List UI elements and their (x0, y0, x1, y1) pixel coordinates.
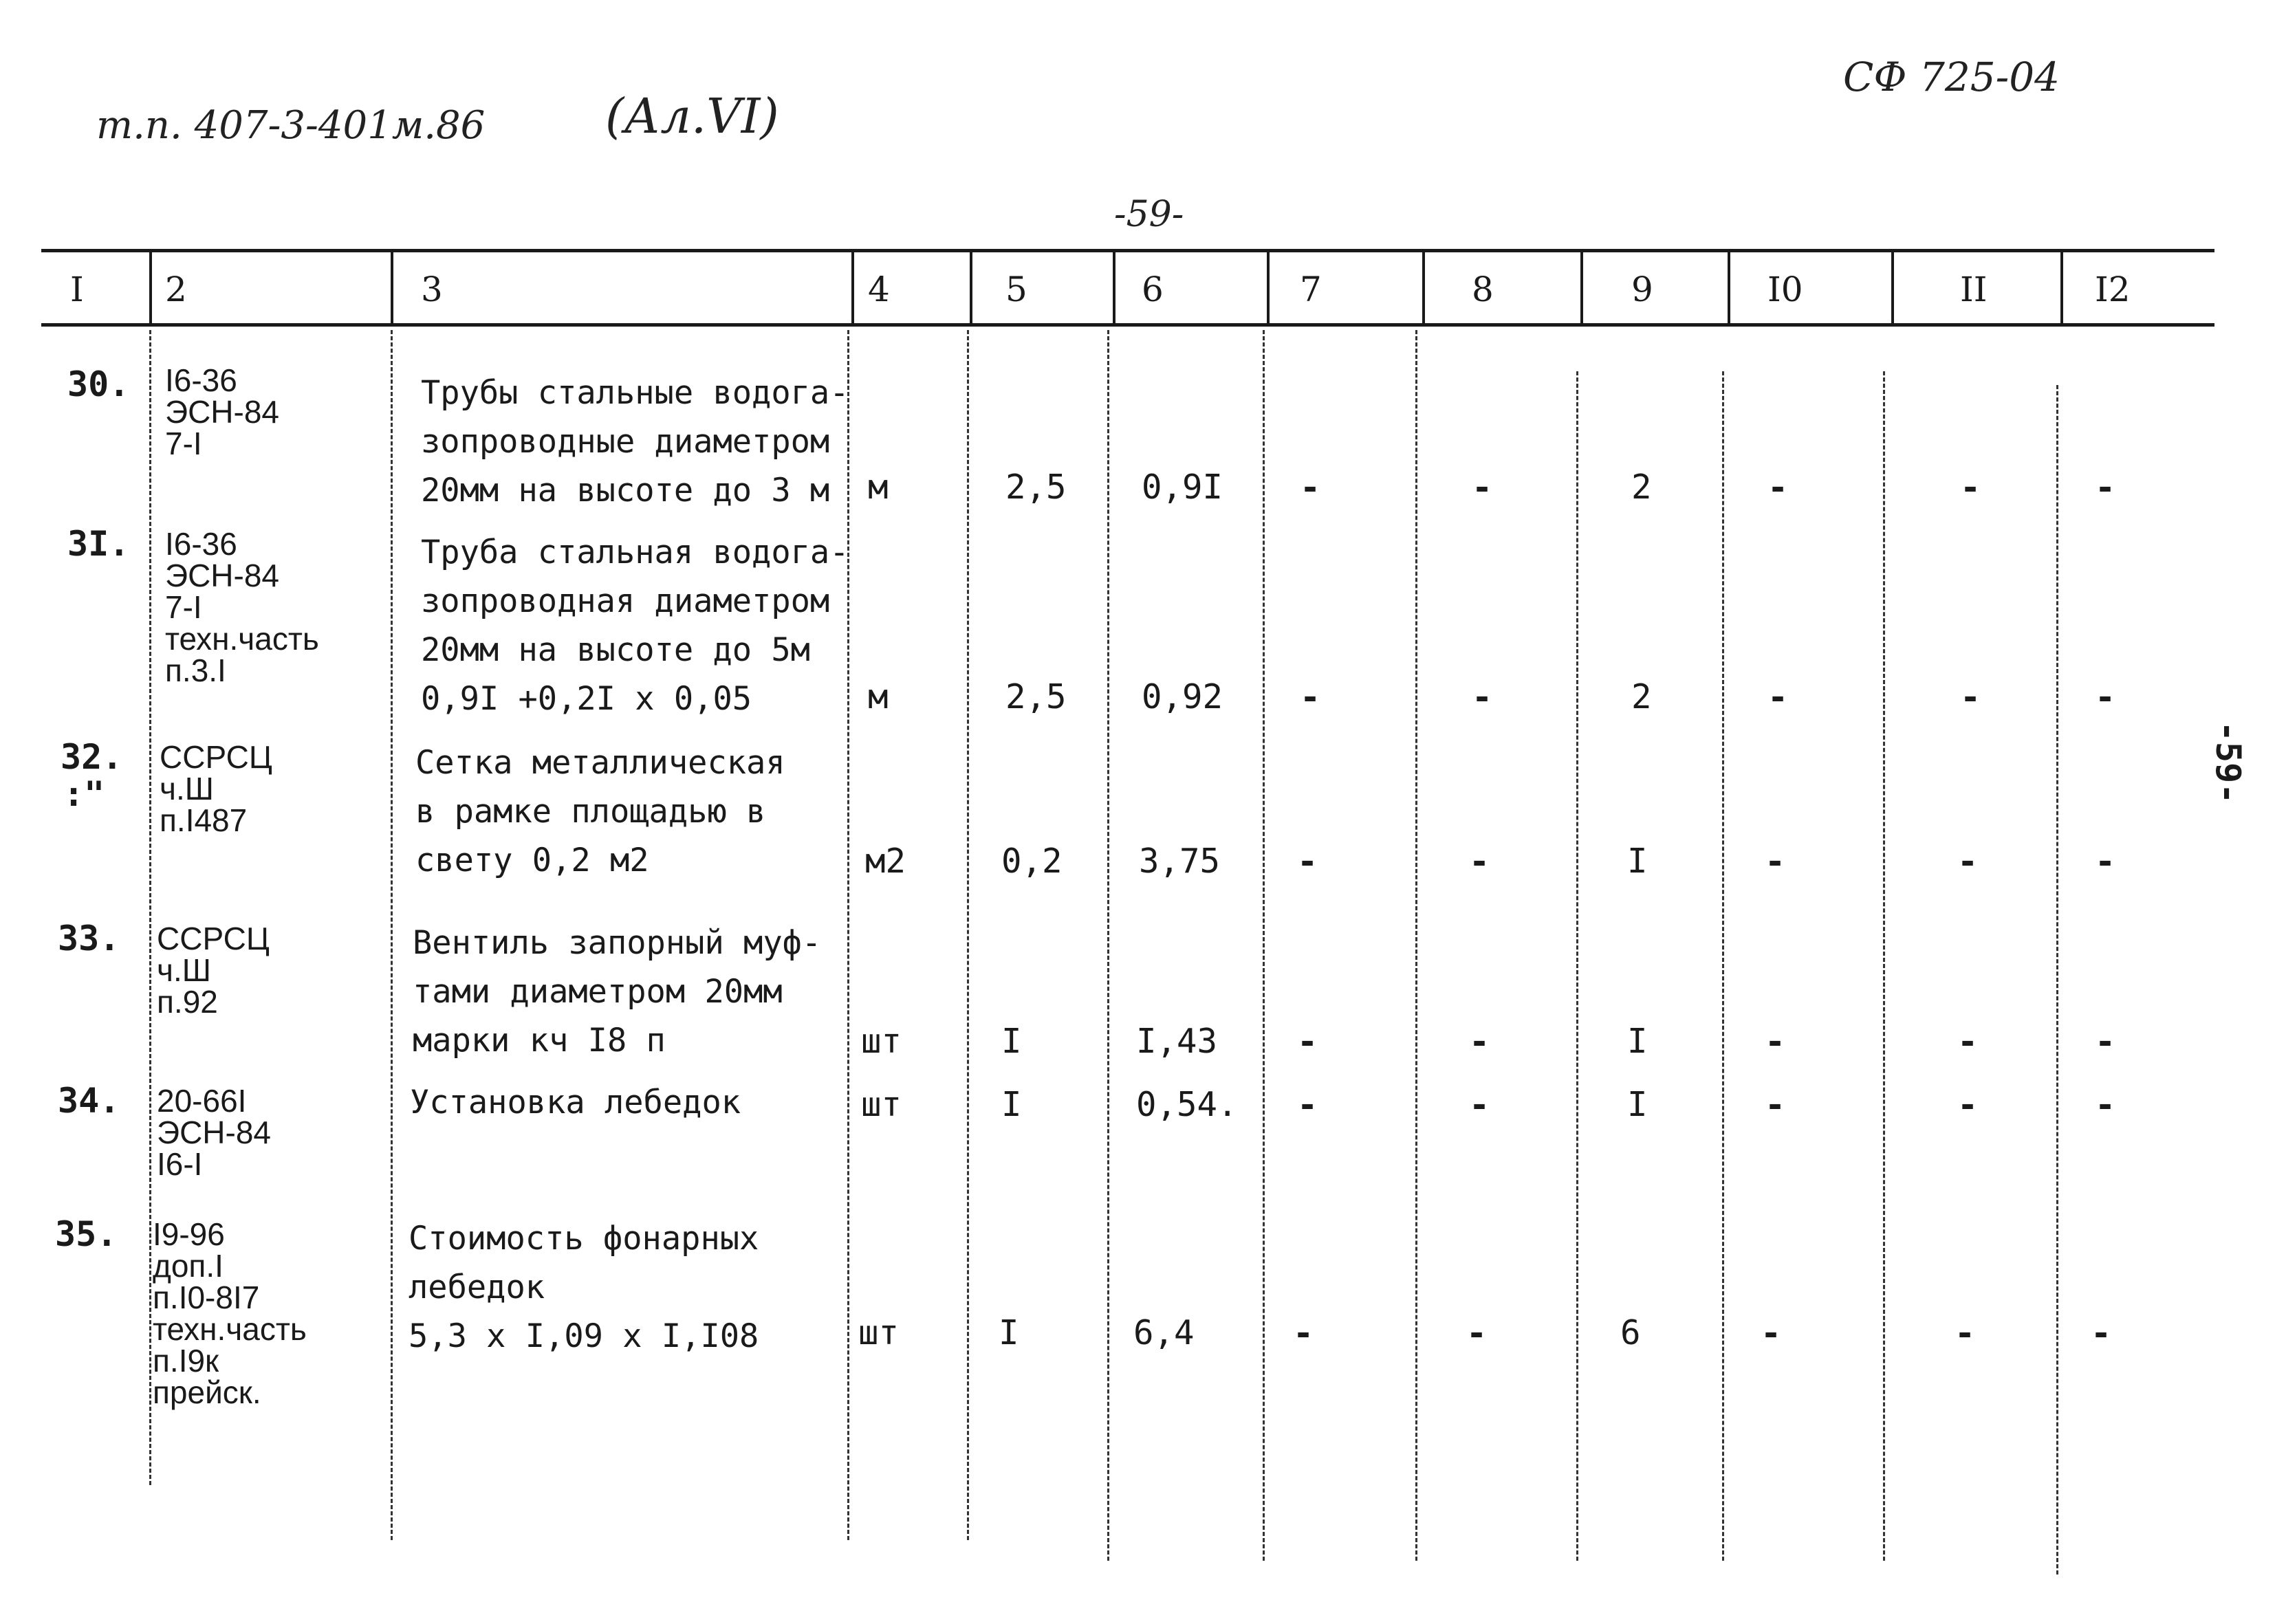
row-col5: I (1001, 1085, 1022, 1124)
table-top-border (41, 249, 2214, 252)
row-col8: - (1466, 1313, 1488, 1353)
hdr-divider (851, 251, 854, 325)
album-note: (Ал.VI) (605, 88, 779, 144)
row-col10: - (1765, 1022, 1786, 1062)
row-col11: - (1955, 1313, 1976, 1353)
hdr-divider (1891, 251, 1894, 325)
row-unit: шт (861, 1085, 902, 1124)
row-col11: - (1957, 1085, 1979, 1125)
row-col5: 0,2 (1001, 842, 1063, 881)
col-header-3: 3 (421, 270, 443, 309)
row-col11: - (1960, 677, 1981, 717)
row-col7: - (1297, 1022, 1318, 1062)
row-col7: - (1293, 1313, 1314, 1353)
row-col9: I (1627, 1085, 1648, 1124)
row-col5: I (1001, 1022, 1022, 1061)
col-divider (1107, 330, 1109, 1561)
row-description: Стоимость фонарных лебедок 5,3 x I,09 x I,I08 (409, 1220, 759, 1355)
hdr-divider (970, 251, 972, 325)
row-number: 35. (55, 1214, 118, 1254)
col-divider (2056, 385, 2058, 1574)
row-col8: - (1469, 1085, 1490, 1125)
row-code: ССРСЦ ч.Ш п.I487 (160, 739, 272, 838)
row-unit: м (868, 677, 889, 716)
hdr-divider (1113, 251, 1115, 325)
row-number-extra: :" (63, 774, 105, 814)
table-header-bottom-border (41, 323, 2214, 327)
row-number: 3I. (67, 524, 130, 564)
row-col5: 2,5 (1005, 468, 1067, 507)
row-col5: I (999, 1313, 1019, 1352)
col-header-6: 6 (1142, 270, 1164, 309)
row-code: 20-66I ЭСН-84 I6-I (157, 1083, 271, 1182)
row-unit: шт (858, 1313, 900, 1352)
row-code: I6-36 ЭСН-84 7-I техн.часть п.3.I (165, 526, 319, 688)
col-header-7: 7 (1300, 270, 1322, 309)
row-col10: - (1765, 842, 1786, 881)
row-col6: 6,4 (1133, 1313, 1195, 1352)
col-header-8: 8 (1472, 270, 1494, 309)
row-col7: - (1297, 842, 1318, 881)
row-description: Вентиль запорный муф- тами диаметром 20мм марки кч I8 п (413, 924, 822, 1060)
row-col11: - (1960, 468, 1981, 507)
row-col8: - (1469, 842, 1490, 881)
row-col12: - (2095, 468, 2116, 507)
row-col10: - (1761, 1313, 1782, 1353)
col-divider (1576, 371, 1578, 1561)
hdr-divider (391, 251, 393, 325)
col-header-1: I (70, 270, 84, 309)
row-col6: I,43 (1136, 1022, 1218, 1061)
col-divider (1722, 371, 1724, 1561)
hdr-divider (1580, 251, 1583, 325)
row-col12: - (2091, 1313, 2112, 1353)
row-col7: - (1297, 1085, 1318, 1125)
col-header-4: 4 (868, 270, 890, 309)
col-divider (1415, 330, 1417, 1561)
row-unit: шт (861, 1022, 902, 1061)
row-description: Труба стальная водога- зопроводная диаметром 20мм на высоте до 5м 0,9I +0,2I x 0,05 (421, 534, 849, 718)
col-divider (1883, 371, 1885, 1561)
col-header-5: 5 (1005, 270, 1027, 309)
col-header-12: I2 (2095, 270, 2131, 309)
left-note: т.п. 407-3-401м.86 (96, 103, 486, 148)
row-number: 30. (67, 364, 130, 404)
row-col11: - (1957, 1022, 1979, 1062)
row-description: Трубы стальные водога- зопроводные диаметром 20мм на высоте до 3 м (421, 374, 849, 509)
hdr-divider (1728, 251, 1730, 325)
col-header-9: 9 (1631, 270, 1653, 309)
row-col10: - (1767, 468, 1789, 507)
col-divider (967, 330, 969, 1540)
row-col8: - (1472, 468, 1493, 507)
row-col10: - (1765, 1085, 1786, 1125)
row-col6: 0,54. (1136, 1085, 1238, 1124)
row-code: ССРСЦ ч.Ш п.92 (157, 921, 270, 1020)
row-col10: - (1767, 677, 1789, 717)
row-col8: - (1469, 1022, 1490, 1062)
row-col9: 2 (1631, 468, 1652, 507)
row-col12: - (2095, 1085, 2116, 1125)
col-divider (149, 330, 151, 1485)
row-number: 34. (58, 1081, 120, 1121)
row-col9: 2 (1631, 677, 1652, 716)
row-col6: 0,9I (1142, 468, 1223, 507)
row-col5: 2,5 (1005, 677, 1067, 716)
col-header-10: I0 (1767, 270, 1803, 309)
row-unit: м2 (865, 842, 906, 881)
col-divider (391, 330, 393, 1540)
hdr-divider (2060, 251, 2063, 325)
hdr-divider (1267, 251, 1270, 325)
hdr-divider (149, 251, 152, 325)
row-description: Сетка металлическая в рамке площадью в свету 0,2 м2 (415, 744, 785, 879)
row-col12: - (2095, 1022, 2116, 1062)
row-unit: м (868, 468, 889, 507)
page-number: -59- (1114, 194, 1184, 235)
row-code: I9-96 доп.I п.I0-8I7 техн.часть п.I9к прейск. (153, 1216, 307, 1410)
row-col6: 0,92 (1142, 677, 1223, 716)
row-col6: 3,75 (1139, 842, 1221, 881)
row-description: Установка лебедок (410, 1084, 741, 1121)
row-col7: - (1300, 468, 1321, 507)
row-number: 33. (58, 919, 120, 958)
col-divider (1263, 330, 1265, 1561)
hdr-divider (1422, 251, 1425, 325)
col-header-11: II (1960, 270, 1988, 309)
col-header-2: 2 (165, 270, 187, 309)
row-code: I6-36 ЭСН-84 7-I (165, 362, 279, 461)
side-page-number: -59- (2208, 721, 2249, 804)
row-col9: 6 (1620, 1313, 1641, 1352)
row-number: 32. (61, 737, 123, 777)
row-col9: I (1627, 1022, 1648, 1061)
row-col12: - (2095, 842, 2116, 881)
row-col12: - (2095, 677, 2116, 717)
right-note: СФ 725-04 (1843, 54, 2060, 100)
row-col7: - (1300, 677, 1321, 717)
row-col8: - (1472, 677, 1493, 717)
row-col9: I (1627, 842, 1648, 881)
row-col11: - (1957, 842, 1979, 881)
